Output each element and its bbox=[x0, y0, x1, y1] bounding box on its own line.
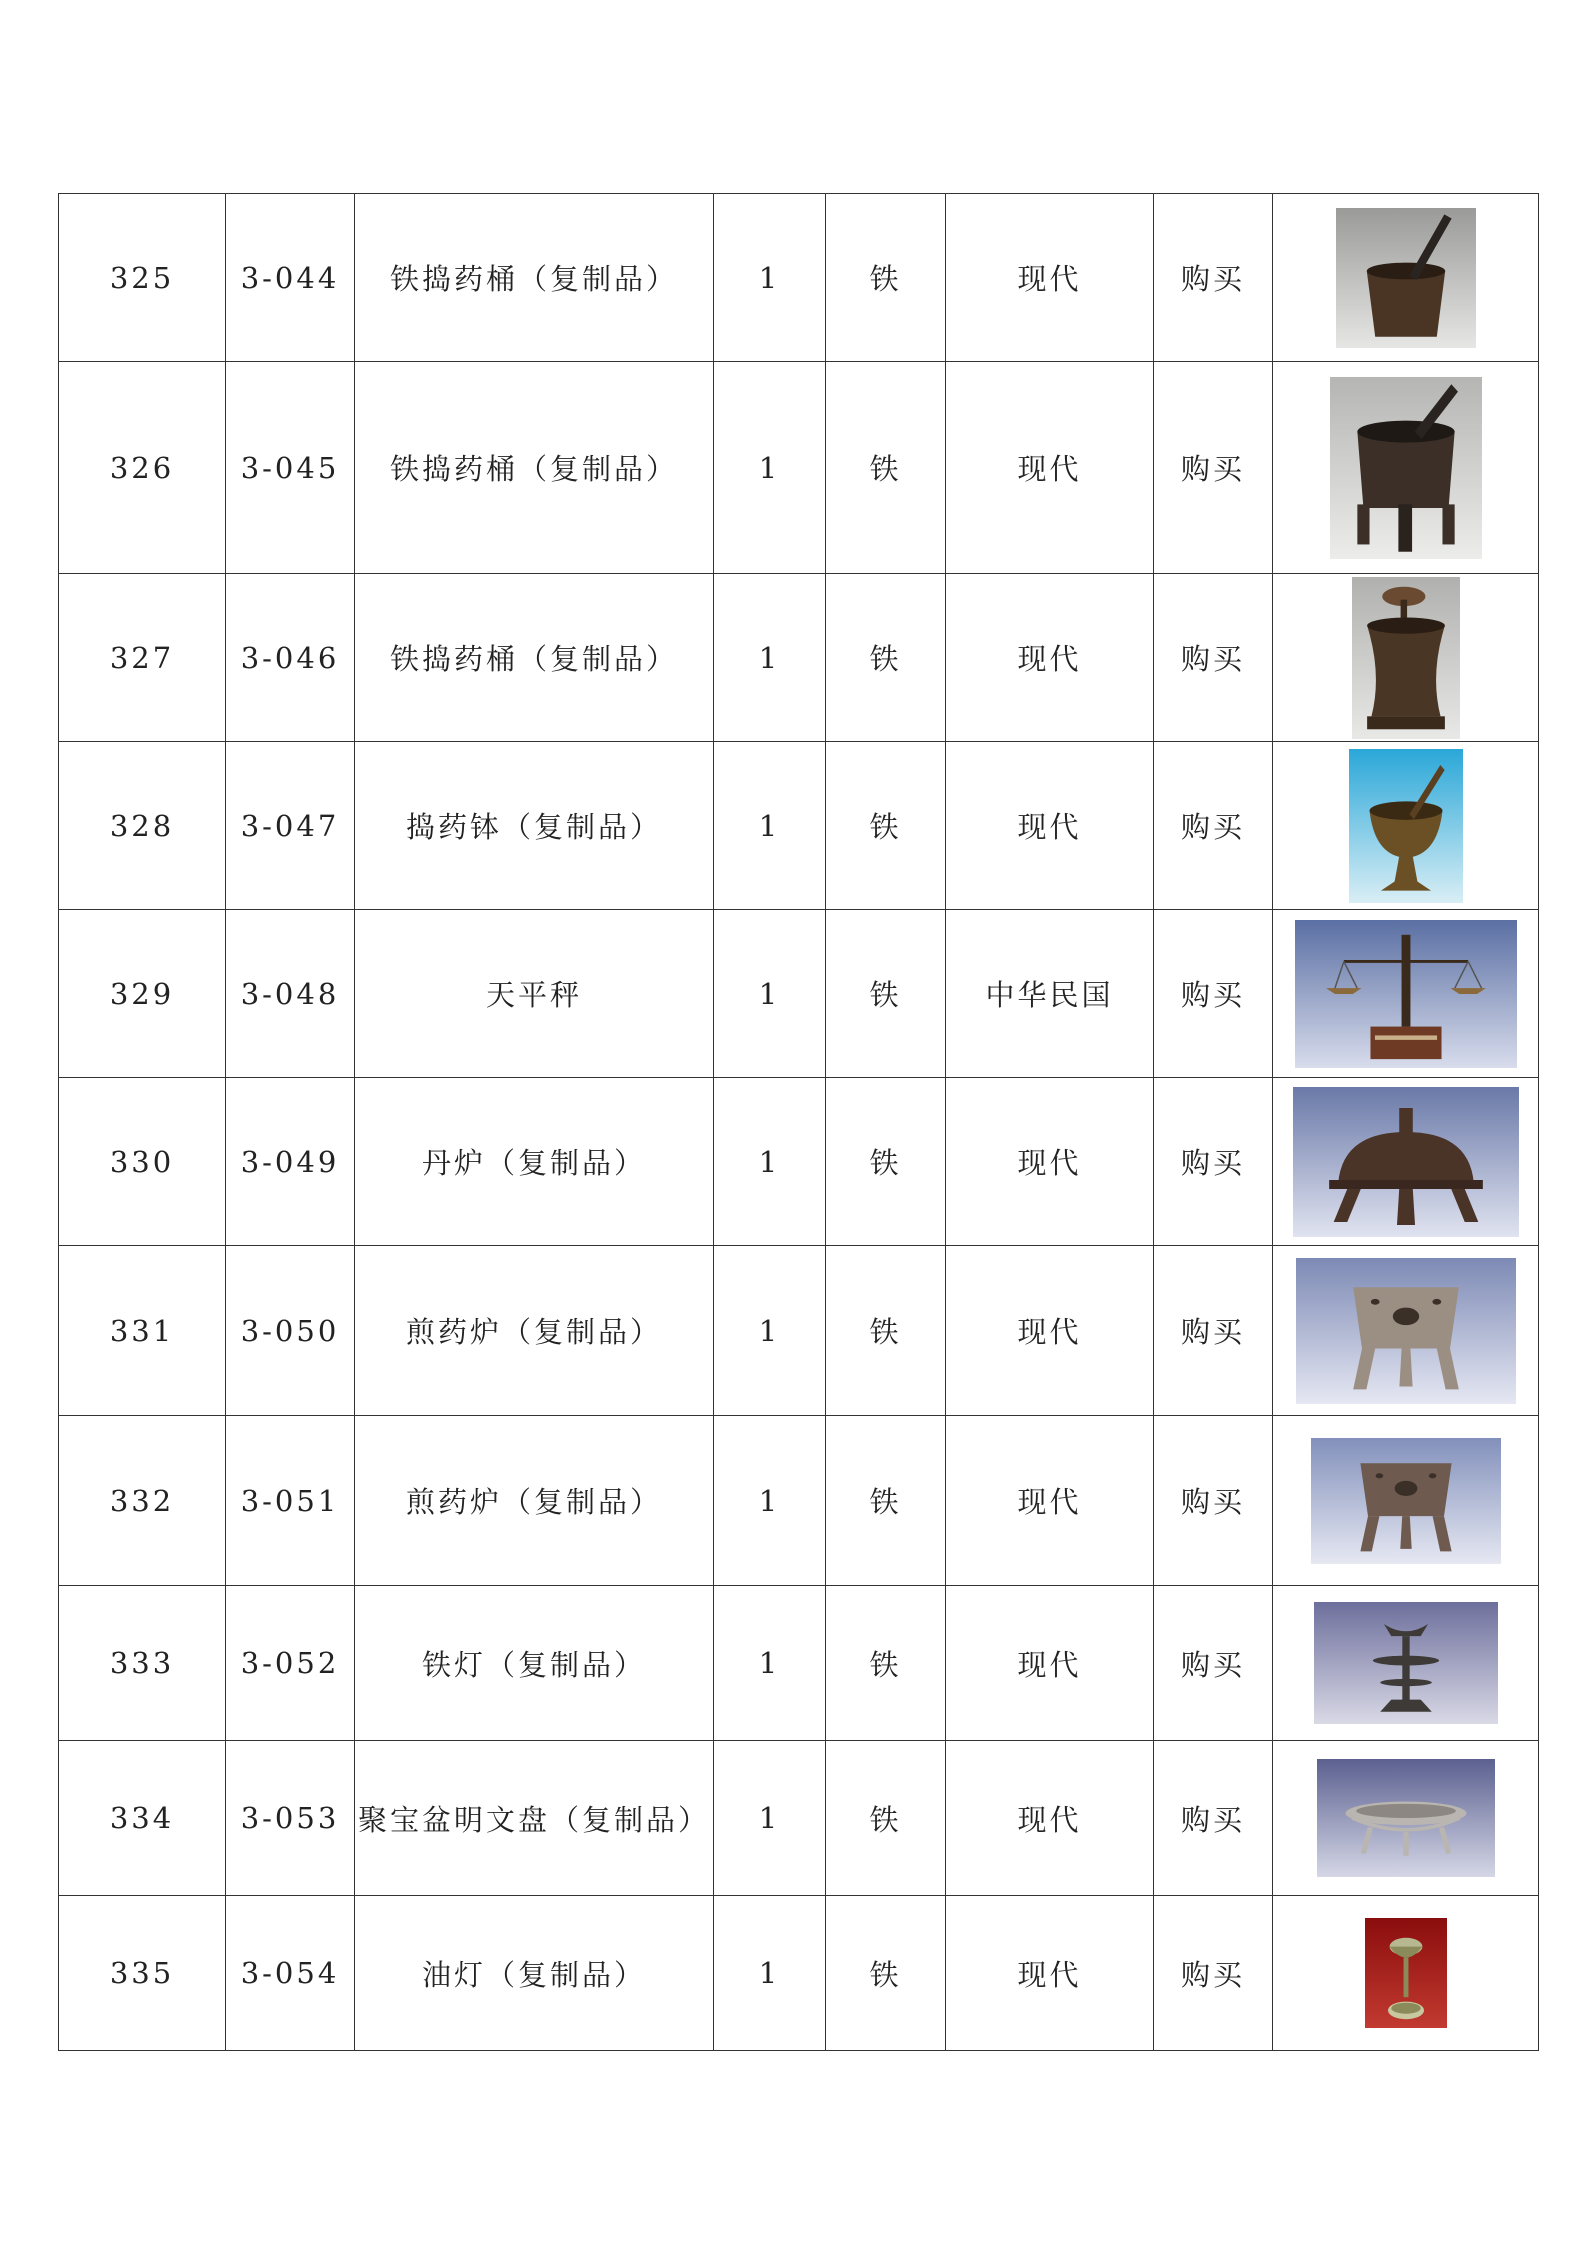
herb-stove-photo bbox=[1311, 1438, 1501, 1564]
item-photo-cell bbox=[1273, 362, 1539, 574]
item-name-cell: 聚宝盆明文盘（复制品） bbox=[355, 1741, 714, 1896]
catalog-code-cell: 3-048 bbox=[226, 910, 355, 1078]
table-row bbox=[59, 1586, 1539, 1741]
acquisition-cell: 购买 bbox=[1154, 194, 1273, 362]
item-number-cell: 331 bbox=[59, 1246, 226, 1416]
item-name-cell: 天平秤 bbox=[355, 910, 714, 1078]
material-cell: 铁 bbox=[826, 194, 946, 362]
catalog-code-cell: 3-047 bbox=[226, 742, 355, 910]
quantity-cell: 1 bbox=[714, 910, 826, 1078]
table-row bbox=[59, 362, 1539, 574]
era-cell: 现代 bbox=[946, 1078, 1154, 1246]
catalog-code-cell: 3-054 bbox=[226, 1896, 355, 2051]
quantity-cell: 1 bbox=[714, 1078, 826, 1246]
item-photo-cell bbox=[1273, 1246, 1539, 1416]
item-photo-cell bbox=[1273, 574, 1539, 742]
acquisition-cell: 购买 bbox=[1154, 1586, 1273, 1741]
catalog-code-cell: 3-051 bbox=[226, 1416, 355, 1586]
catalog-code-cell: 3-053 bbox=[226, 1741, 355, 1896]
era-cell: 现代 bbox=[946, 1416, 1154, 1586]
era-cell: 现代 bbox=[946, 1741, 1154, 1896]
quantity-cell: 1 bbox=[714, 362, 826, 574]
iron-lamp-photo bbox=[1314, 1602, 1498, 1724]
acquisition-cell: 购买 bbox=[1154, 1896, 1273, 2051]
item-number-cell: 326 bbox=[59, 362, 226, 574]
goblet-mortar-photo bbox=[1349, 749, 1463, 903]
catalog-code-cell: 3-050 bbox=[226, 1246, 355, 1416]
table-row bbox=[59, 1416, 1539, 1586]
material-cell: 铁 bbox=[826, 362, 946, 574]
quantity-cell: 1 bbox=[714, 574, 826, 742]
material-cell: 铁 bbox=[826, 1741, 946, 1896]
item-photo-cell bbox=[1273, 910, 1539, 1078]
acquisition-cell: 购买 bbox=[1154, 910, 1273, 1078]
item-number-cell: 327 bbox=[59, 574, 226, 742]
acquisition-cell: 购买 bbox=[1154, 1416, 1273, 1586]
item-name-cell: 油灯（复制品） bbox=[355, 1896, 714, 2051]
item-photo-cell bbox=[1273, 1416, 1539, 1586]
item-number-cell: 333 bbox=[59, 1586, 226, 1741]
quantity-cell: 1 bbox=[714, 1586, 826, 1741]
material-cell: 铁 bbox=[826, 1246, 946, 1416]
item-number-cell: 334 bbox=[59, 1741, 226, 1896]
treasure-bowl-photo bbox=[1317, 1759, 1495, 1877]
balance-scale-photo bbox=[1295, 920, 1517, 1068]
item-photo-cell bbox=[1273, 194, 1539, 362]
material-cell: 铁 bbox=[826, 1078, 946, 1246]
acquisition-cell: 购买 bbox=[1154, 574, 1273, 742]
item-number-cell: 329 bbox=[59, 910, 226, 1078]
item-name-cell: 煎药炉（复制品） bbox=[355, 1416, 714, 1586]
acquisition-cell: 购买 bbox=[1154, 1246, 1273, 1416]
artifact-catalog-table bbox=[58, 193, 1539, 2051]
table-row bbox=[59, 1078, 1539, 1246]
item-name-cell: 铁捣药桶（复制品） bbox=[355, 194, 714, 362]
item-photo-cell bbox=[1273, 1078, 1539, 1246]
era-cell: 现代 bbox=[946, 1896, 1154, 2051]
table-row bbox=[59, 1246, 1539, 1416]
table-row bbox=[59, 194, 1539, 362]
mortar-pestle-photo bbox=[1336, 208, 1476, 348]
item-number-cell: 328 bbox=[59, 742, 226, 910]
material-cell: 铁 bbox=[826, 742, 946, 910]
table-row bbox=[59, 742, 1539, 910]
acquisition-cell: 购买 bbox=[1154, 362, 1273, 574]
era-cell: 现代 bbox=[946, 362, 1154, 574]
catalog-code-cell: 3-046 bbox=[226, 574, 355, 742]
era-cell: 现代 bbox=[946, 1246, 1154, 1416]
mortar-with-knob-photo bbox=[1352, 577, 1460, 739]
item-name-cell: 捣药钵（复制品） bbox=[355, 742, 714, 910]
material-cell: 铁 bbox=[826, 910, 946, 1078]
material-cell: 铁 bbox=[826, 574, 946, 742]
item-photo-cell bbox=[1273, 742, 1539, 910]
quantity-cell: 1 bbox=[714, 1416, 826, 1586]
era-cell: 现代 bbox=[946, 194, 1154, 362]
item-name-cell: 铁灯（复制品） bbox=[355, 1586, 714, 1741]
acquisition-cell: 购买 bbox=[1154, 1741, 1273, 1896]
alchemy-furnace-photo bbox=[1293, 1087, 1519, 1237]
table-row bbox=[59, 1741, 1539, 1896]
quantity-cell: 1 bbox=[714, 1246, 826, 1416]
table-row bbox=[59, 574, 1539, 742]
item-name-cell: 铁捣药桶（复制品） bbox=[355, 362, 714, 574]
catalog-code-cell: 3-052 bbox=[226, 1586, 355, 1741]
material-cell: 铁 bbox=[826, 1586, 946, 1741]
item-number-cell: 335 bbox=[59, 1896, 226, 2051]
oil-lamp-photo bbox=[1365, 1918, 1447, 2028]
item-photo-cell bbox=[1273, 1586, 1539, 1741]
era-cell: 现代 bbox=[946, 574, 1154, 742]
item-number-cell: 325 bbox=[59, 194, 226, 362]
item-photo-cell bbox=[1273, 1741, 1539, 1896]
item-name-cell: 铁捣药桶（复制品） bbox=[355, 574, 714, 742]
catalog-code-cell: 3-044 bbox=[226, 194, 355, 362]
acquisition-cell: 购买 bbox=[1154, 1078, 1273, 1246]
quantity-cell: 1 bbox=[714, 194, 826, 362]
era-cell: 现代 bbox=[946, 742, 1154, 910]
acquisition-cell: 购买 bbox=[1154, 742, 1273, 910]
quantity-cell: 1 bbox=[714, 742, 826, 910]
item-name-cell: 煎药炉（复制品） bbox=[355, 1246, 714, 1416]
quantity-cell: 1 bbox=[714, 1896, 826, 2051]
item-photo-cell bbox=[1273, 1896, 1539, 2051]
era-cell: 现代 bbox=[946, 1586, 1154, 1741]
herb-stove-photo bbox=[1296, 1258, 1516, 1404]
item-name-cell: 丹炉（复制品） bbox=[355, 1078, 714, 1246]
item-number-cell: 330 bbox=[59, 1078, 226, 1246]
catalog-code-cell: 3-045 bbox=[226, 362, 355, 574]
material-cell: 铁 bbox=[826, 1896, 946, 2051]
table-row bbox=[59, 1896, 1539, 2051]
table-row bbox=[59, 910, 1539, 1078]
quantity-cell: 1 bbox=[714, 1741, 826, 1896]
material-cell: 铁 bbox=[826, 1416, 946, 1586]
catalog-code-cell: 3-049 bbox=[226, 1078, 355, 1246]
item-number-cell: 332 bbox=[59, 1416, 226, 1586]
era-cell: 中华民国 bbox=[946, 910, 1154, 1078]
footed-mortar-photo bbox=[1330, 377, 1482, 559]
